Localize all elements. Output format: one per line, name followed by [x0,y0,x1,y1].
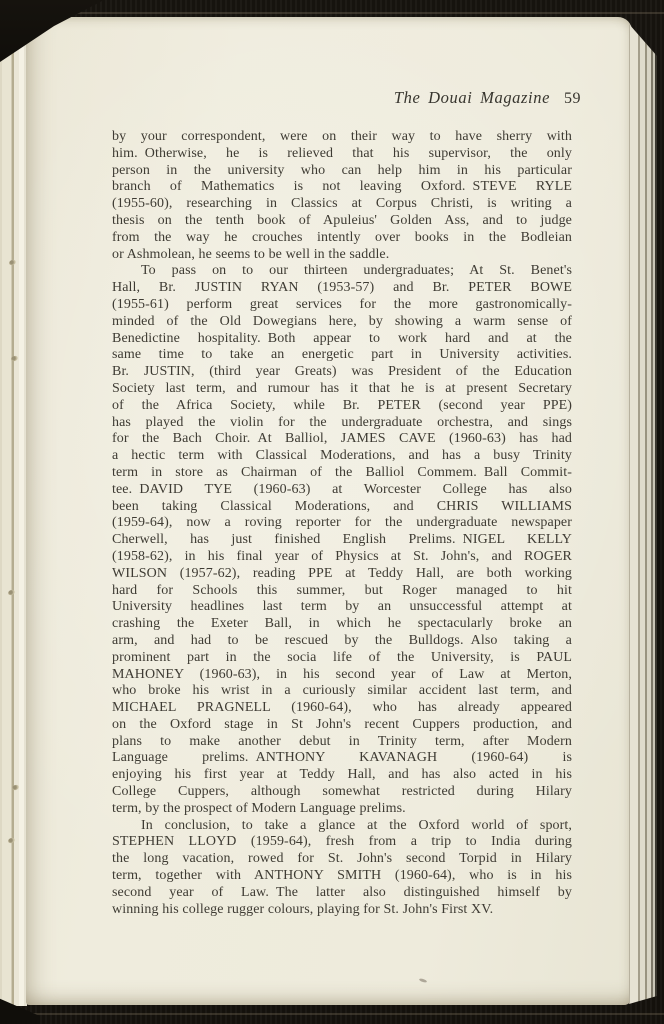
text-line: Benedictine hospitality. Both appear to work hard and at the [112,330,572,346]
text-line: the long vacation, rowed for St. John's second Torpid in Hilary [112,851,572,867]
text-line: term in store as Chairman of the Balliol Commem. Ball Commit- [112,464,572,480]
paragraph [112,129,572,263]
text-line: who broke his wrist in a curiously similar accident last term, and [112,683,572,699]
text-line: University headlines last term by an unsuccessful attempt at [112,599,572,615]
smudge-mark [419,978,428,983]
text-line: for the Bach Choir. At Balliol, JAMES CAVE (1960-63) has had [112,431,572,447]
text-line: tee. DAVID TYE (1960-63) at Worcester College has also [112,481,572,497]
text-line: minded of the Old Dowegians here, by showing a warm sense of [112,313,572,329]
text-line: crashing the Exeter Ball, in which he spectacularly broke an [112,616,572,632]
text-line: STEPHEN LLOYD (1959-64), fresh from a trip to India during [112,834,572,850]
page-body [112,129,572,918]
binding-thread-bottom [0,1013,664,1015]
text-line: (1955-61) perform great services for the more gastronomically- [112,296,572,312]
text-line: Hall, Br. JUSTIN RYAN (1953-57) and Br. PETER BOWE [112,280,572,296]
text-line: To pass on to our thirteen undergraduates; At St. Benet's [141,263,572,279]
page-edges-stack [629,24,657,1004]
text-line: Br. JUSTIN, (third year Greats) was President of the Education [112,364,572,380]
paragraph [112,263,572,817]
running-header [394,88,581,108]
text-line: a hectic term with Classical Moderations, and has a busy Trinity [112,448,572,464]
text-line: term, together with ANTHONY SMITH (1960-64), who is in his [112,868,572,884]
text-line: enjoying his first year at Teddy Hall, and has also acted in his [112,767,572,783]
text-line: second year of Law. The latter also distinguished himself by [112,884,572,900]
text-line: term, by the prospect of Modern Language prelims. [112,800,406,816]
text-line: winning his college rugger colours, playing for St. John's First XV. [112,901,494,917]
text-line: (1959-64), now a roving reporter for the undergraduate newspaper [112,515,572,531]
text-line: prominent part in the socia life of the University, is PAUL [112,649,572,665]
text-line: hard for Schools this summer, but Roger managed to hit [112,582,572,598]
paragraph [112,818,572,919]
magazine-page [26,17,632,1005]
text-line: has played the violin for the undergraduate orchestra, and sings [112,414,572,430]
text-line: WILSON (1957-62), reading PPE at Teddy Hall, are both working [112,565,572,581]
text-line: or Ashmolean, he seems to be well in the saddle. [112,246,390,262]
text-line: same time to take an energetic part in University activities. [112,347,572,363]
text-line: MICHAEL PRAGNELL (1960-64), who has already appeared [112,700,572,716]
book-gutter [0,16,27,1006]
text-line: In conclusion, to take a glance at the Oxford world of sport, [141,817,572,833]
text-line: (1955-60), researching in Classics at Corpus Christi, is writing a [112,196,572,212]
text-line: thesis on the tenth book of Apuleius' Golden Ass, and to judge [112,212,572,228]
page-number: 59 [564,90,581,107]
text-line: plans to make another debut in Trinity term, after Modern [112,733,572,749]
text-line: been taking Classical Moderations, and CHRIS WILLIAMS [112,498,572,514]
text-line: by your correspondent, were on their way to have sherry with [112,129,572,144]
text-line: College Cuppers, although somewhat restricted during Hilary [112,784,572,800]
text-line: him. Otherwise, he is relieved that his supervisor, the only [112,145,572,161]
text-line: person in the university who can help him in his particular [112,162,572,178]
text-line: of the Africa Society, while Br. PETER (second year PPE) [112,397,572,413]
text-line: arm, and had to be rescued by the Bulldogs. Also taking a [112,632,572,648]
text-line: MAHONEY (1960-63), in his second year of Law at Merton, [112,666,572,682]
text-line: (1958-62), in his final year of Physics at St. John's, and ROGER [112,548,572,564]
text-line: Cherwell, has just finished English Prelims. NIGEL KELLY [112,532,572,548]
text-line: branch of Mathematics is not leaving Oxford. STEVE RYLE [112,179,572,195]
journal-title: The Douai Magazine [393,88,550,107]
text-line: on the Oxford stage in St John's recent Cuppers production, and [112,716,572,732]
text-line: Language prelims. ANTHONY KAVANAGH (1960-64) is [112,750,572,766]
binding-thread-top [0,12,664,14]
text-line: from the way he crouches intently over books in the Bodleian [112,229,572,245]
text-line: Society last term, and rumour has it that he is at present Secretary [112,380,572,396]
